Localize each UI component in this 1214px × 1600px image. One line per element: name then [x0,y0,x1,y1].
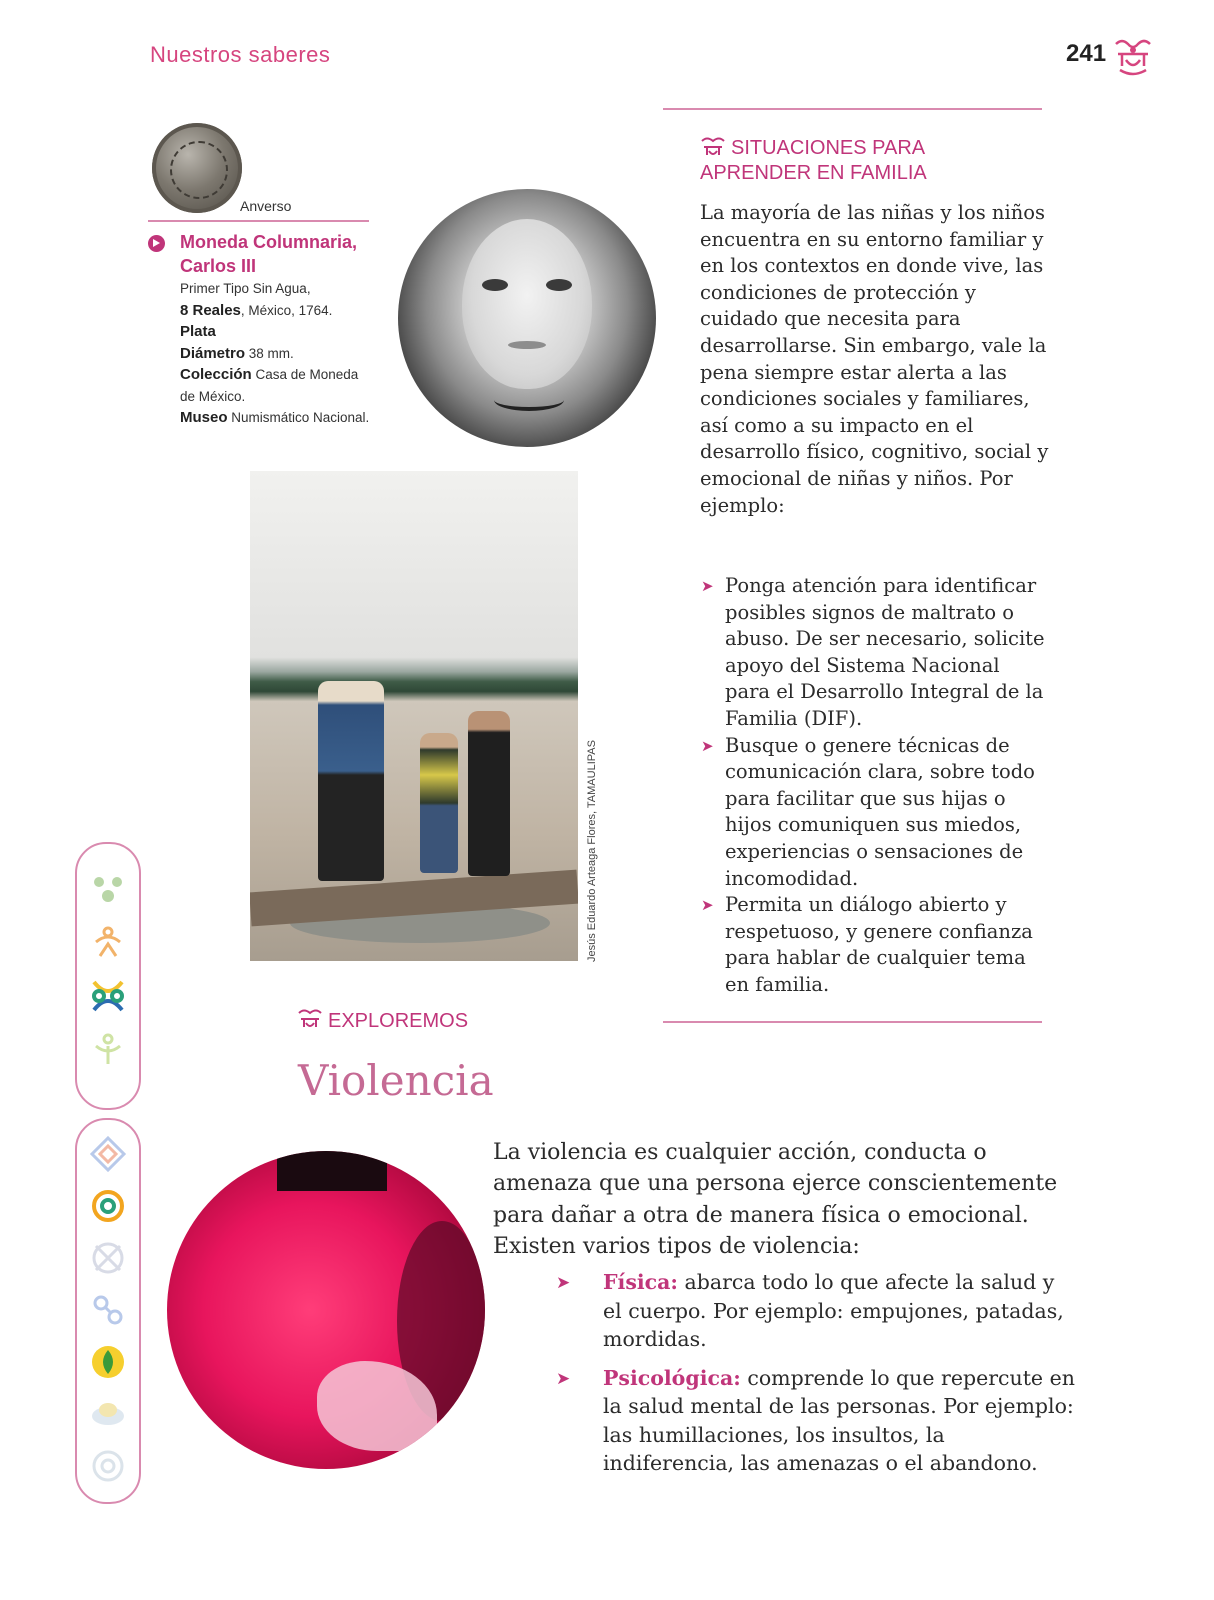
list-item: ➤ Ponga atención para identificar posibles signos de maltrato o abuso. De ser necesario, solicite apoyo del Sistema Nacional para el Desarrollo Integral de la Familia (DIF). [700,573,1050,733]
circle-icon [90,1448,126,1484]
coin-line: Primer Tipo Sin Agua, [180,281,311,296]
chevron-right-icon [148,235,165,252]
list-item: ➤ Busque o genere técnicas de comunicación clara, sobre todo para facilitar que sus hijas o hijos comuniquen sus miedos, experiencias o sensaciones de incomodidad. [700,733,1050,893]
section-title: SITUACIONES PARA APRENDER EN FAMILIA [700,137,927,184]
campo-tab[interactable] [75,842,141,1110]
coin-details [180,278,370,429]
coin-diameter: Diámetro 38 mm. [180,344,294,362]
coin-denomination: 8 Reales, México, 1764. [180,301,333,319]
star-icon [90,1240,126,1276]
cloud-icon [90,1396,126,1432]
coin-museum: Museo Numismático Nacional. [180,409,370,426]
ornament-icon [1112,36,1154,78]
spiral-icon [90,1188,126,1224]
divider [663,1021,1042,1023]
page-title: Violencia [298,1056,494,1105]
section-label: EXPLOREMOS [328,1010,469,1032]
links-icon [90,1292,126,1328]
coin-image [152,123,242,213]
list-item [555,1268,1075,1354]
people-icon [90,924,126,960]
figure-icon [90,1032,126,1068]
coin-title: Moneda Columnaria, Carlos III [180,232,358,276]
ejes-tab[interactable] [75,1118,141,1504]
violence-photo [167,1151,485,1469]
community-icon [90,978,126,1014]
definition: abarca todo lo que afecte la salud y el cuerpo. Por ejemplo: empujones, patadas, mordidas. [603,1270,1064,1351]
photo-credit: Jesús Eduardo Arteaga Flores, TAMAULIPAS [586,740,598,962]
coin-collection: Colección Casa de Moneda de México. [180,366,359,404]
term: Física: [603,1270,679,1294]
ornament-icon [297,1008,323,1030]
running-head: Nuestros saberes [150,42,331,67]
divider [148,220,369,222]
coin-caption: Anverso [240,198,292,214]
section-body: La mayoría de las niñas y los niños encuentra en su entorno familiar y en los contextos en donde vive, las condiciones de protección y cuidado que necesita para desarrollarse. Sin embargo, vale la pena siempre estar alerta a las condiciones sociales y familiares, así como a su impacto en el desarrollo físico, cognitivo, social y emocional de niñas y niños. Por ejemplo: [700,201,1049,517]
term: Psicológica: [603,1365,741,1390]
violence-types-list [555,1268,1075,1488]
family-beach-photo [250,471,578,961]
diamond-icon [90,1136,126,1172]
girl-portrait-photo [398,189,656,447]
coin-metal: Plata [180,323,216,340]
lotus-icon [90,1344,126,1380]
definition: comprende lo que repercute en la salud mental de las personas. Por ejemplo: las humillaciones, los insultos, la indiferencia, las amenazas o el abandono. [603,1365,1075,1475]
leaves-icon [90,870,126,906]
divider [663,108,1042,110]
page-number: 241 [1066,40,1107,67]
advice-list [700,573,1050,999]
violence-intro: La violencia es cualquier acción, conducta o amenaza que una persona ejerce conscientemente para dañar a otra de manera física o emocional. Existen varios tipos de violencia: [493,1140,1058,1259]
list-item: ➤ Permita un diálogo abierto y respetuoso, y genere confianza para hablar de cualquier tema en familia. [700,892,1050,998]
list-item [555,1364,1075,1478]
